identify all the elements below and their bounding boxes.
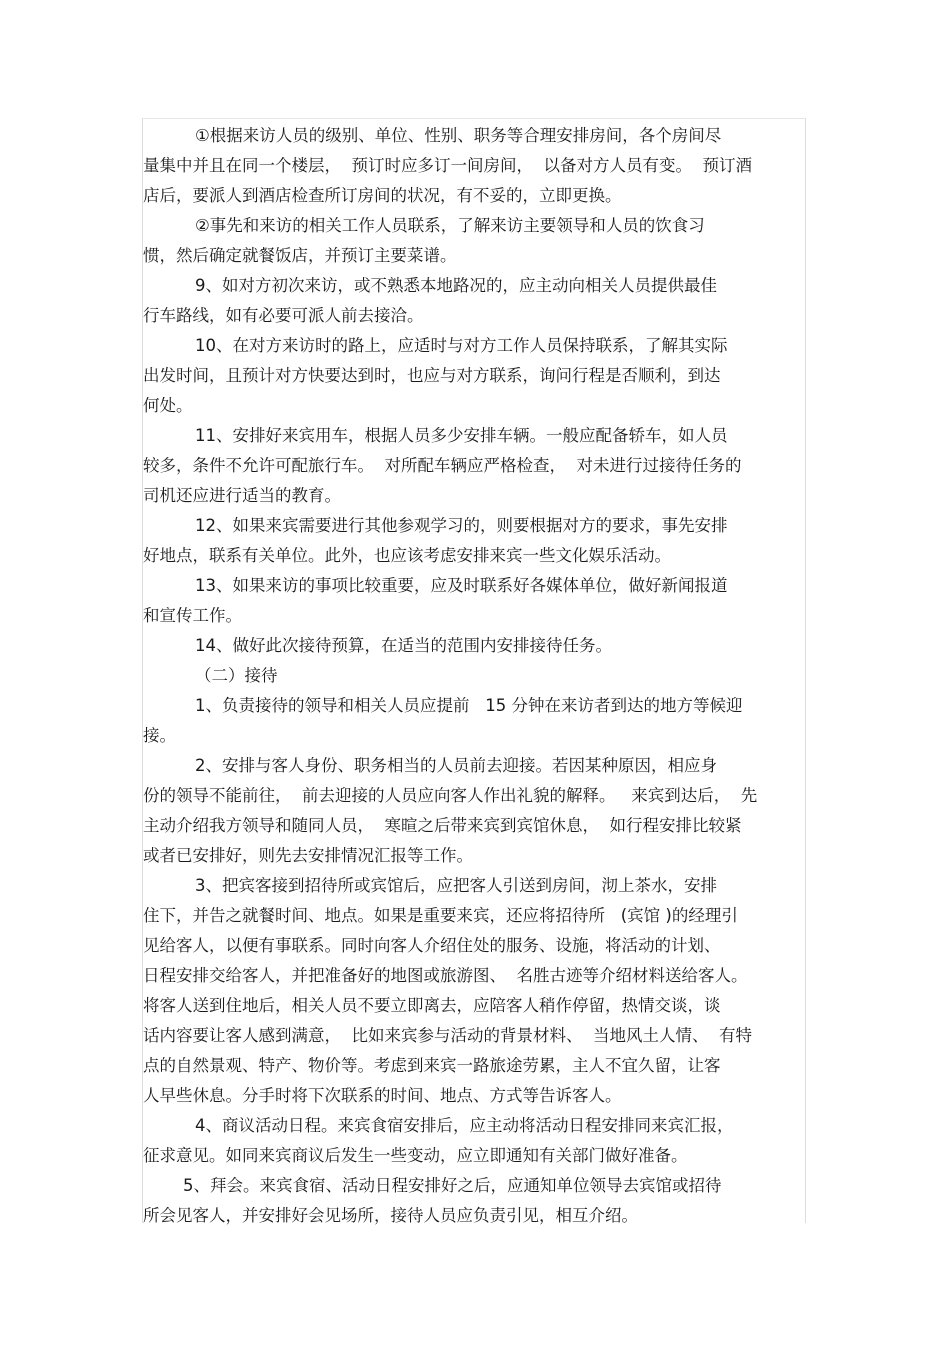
text-line: 10、在对方来访时的路上，应适时与对方工作人员保持联系，了解其实际	[195, 336, 728, 355]
text-line: 12、如果来宾需要进行其他参观学习的，则要根据对方的要求，事先安排	[195, 516, 728, 535]
text-line: 13、如果来访的事项比较重要，应及时联系好各媒体单位，做好新闻报道	[195, 576, 728, 595]
section-heading: （二）接待	[195, 666, 278, 685]
text-line: 见给客人，以便有事联系。同时向客人介绍住处的服务、设施，将活动的计划、	[143, 936, 721, 955]
text-line: ①根据来访人员的级别、单位、性别、职务等合理安排房间，各个房间尽	[195, 126, 722, 145]
text-line: 或者已安排好，则先去安排情况汇报等工作。	[143, 846, 473, 865]
text-line: 人早些休息。分手时将下次联系的时间、地点、方式等告诉客人。	[143, 1086, 622, 1105]
text-line: 9、如对方初次来访，或不熟悉本地路况的，应主动向相关人员提供最佳	[195, 276, 717, 295]
text-line: 3、把宾客接到招待所或宾馆后，应把客人引送到房间，沏上茶水，安排	[195, 876, 717, 895]
text-line: 2、安排与客人身份、职务相当的人员前去迎接。若因某种原因，相应身	[195, 756, 717, 775]
text-line: 主动介绍我方领导和随同人员， 寒暄之后带来宾到宾馆休息， 如行程安排比较紧	[143, 816, 742, 835]
text-line: 惯，然后确定就餐饭店，并预订主要菜谱。	[143, 246, 457, 265]
text-line: 日程安排交给客人，并把准备好的地图或旅游图、 名胜古迹等介绍材料送给客人。	[143, 966, 748, 985]
text-line: 较多，条件不允许可配旅行车。 对所配车辆应严格检查， 对未进行过接待任务的	[143, 456, 742, 475]
text-line: 和宣传工作。	[143, 606, 242, 625]
text-line: 何处。	[143, 396, 193, 415]
text-line: 14、做好此次接待预算，在适当的范围内安排接待任务。	[195, 636, 612, 655]
text-line: 1、负责接待的领导和相关人员应提前 15 分钟在来访者到达的地方等候迎	[195, 696, 743, 715]
text-line: 出发时间，且预计对方快要达到时，也应与对方联系，询问行程是否顺利，到达	[143, 366, 721, 385]
text-line: 5、拜会。来宾食宿、活动日程安排好之后，应通知单位领导去宾馆或招待	[183, 1176, 722, 1195]
text-line: 量集中并且在同一个楼层， 预订时应多订一间房间， 以备对方人员有变。 预订酒	[143, 156, 752, 175]
text-line: 11、安排好来宾用车，根据人员多少安排车辆。一般应配备轿车，如人员	[195, 426, 728, 445]
text-line: 4、商议活动日程。来宾食宿安排后，应主动将活动日程安排同来宾汇报，	[195, 1116, 734, 1135]
text-line: 店后，要派人到酒店检查所订房间的状况，有不妥的，立即更换。	[143, 186, 622, 205]
text-line: 所会见客人，并安排好会见场所，接待人员应负责引见，相互介绍。	[143, 1206, 638, 1225]
text-line: 司机还应进行适当的教育。	[143, 486, 341, 505]
text-line: 住下，并告之就餐时间、地点。如果是重要来宾，还应将招待所 (宾馆 )的经理引	[143, 906, 738, 925]
text-line: 好地点，联系有关单位。此外，也应该考虑安排来宾一些文化娱乐活动。	[143, 546, 671, 565]
text-line: 征求意见。如同来宾商议后发生一些变动，应立即通知有关部门做好准备。	[143, 1146, 688, 1165]
text-line: 将客人送到住地后，相关人员不要立即离去，应陪客人稍作停留，热情交谈，谈	[143, 996, 721, 1015]
document-body	[143, 121, 808, 1231]
text-line: 行车路线，如有必要可派人前去接洽。	[143, 306, 424, 325]
text-line: 点的自然景观、特产、物价等。考虑到来宾一路旅途劳累，主人不宜久留，让客	[143, 1056, 721, 1075]
text-line: 接。	[143, 726, 176, 745]
text-line: 话内容要让客人感到满意， 比如来宾参与活动的背景材料、 当地风土人情、 有特	[143, 1026, 752, 1045]
text-line: ②事先和来访的相关工作人员联系，了解来访主要领导和人员的饮食习	[195, 216, 705, 235]
text-line: 份的领导不能前往， 前去迎接的人员应向客人作出礼貌的解释。 来宾到达后， 先	[143, 786, 758, 805]
